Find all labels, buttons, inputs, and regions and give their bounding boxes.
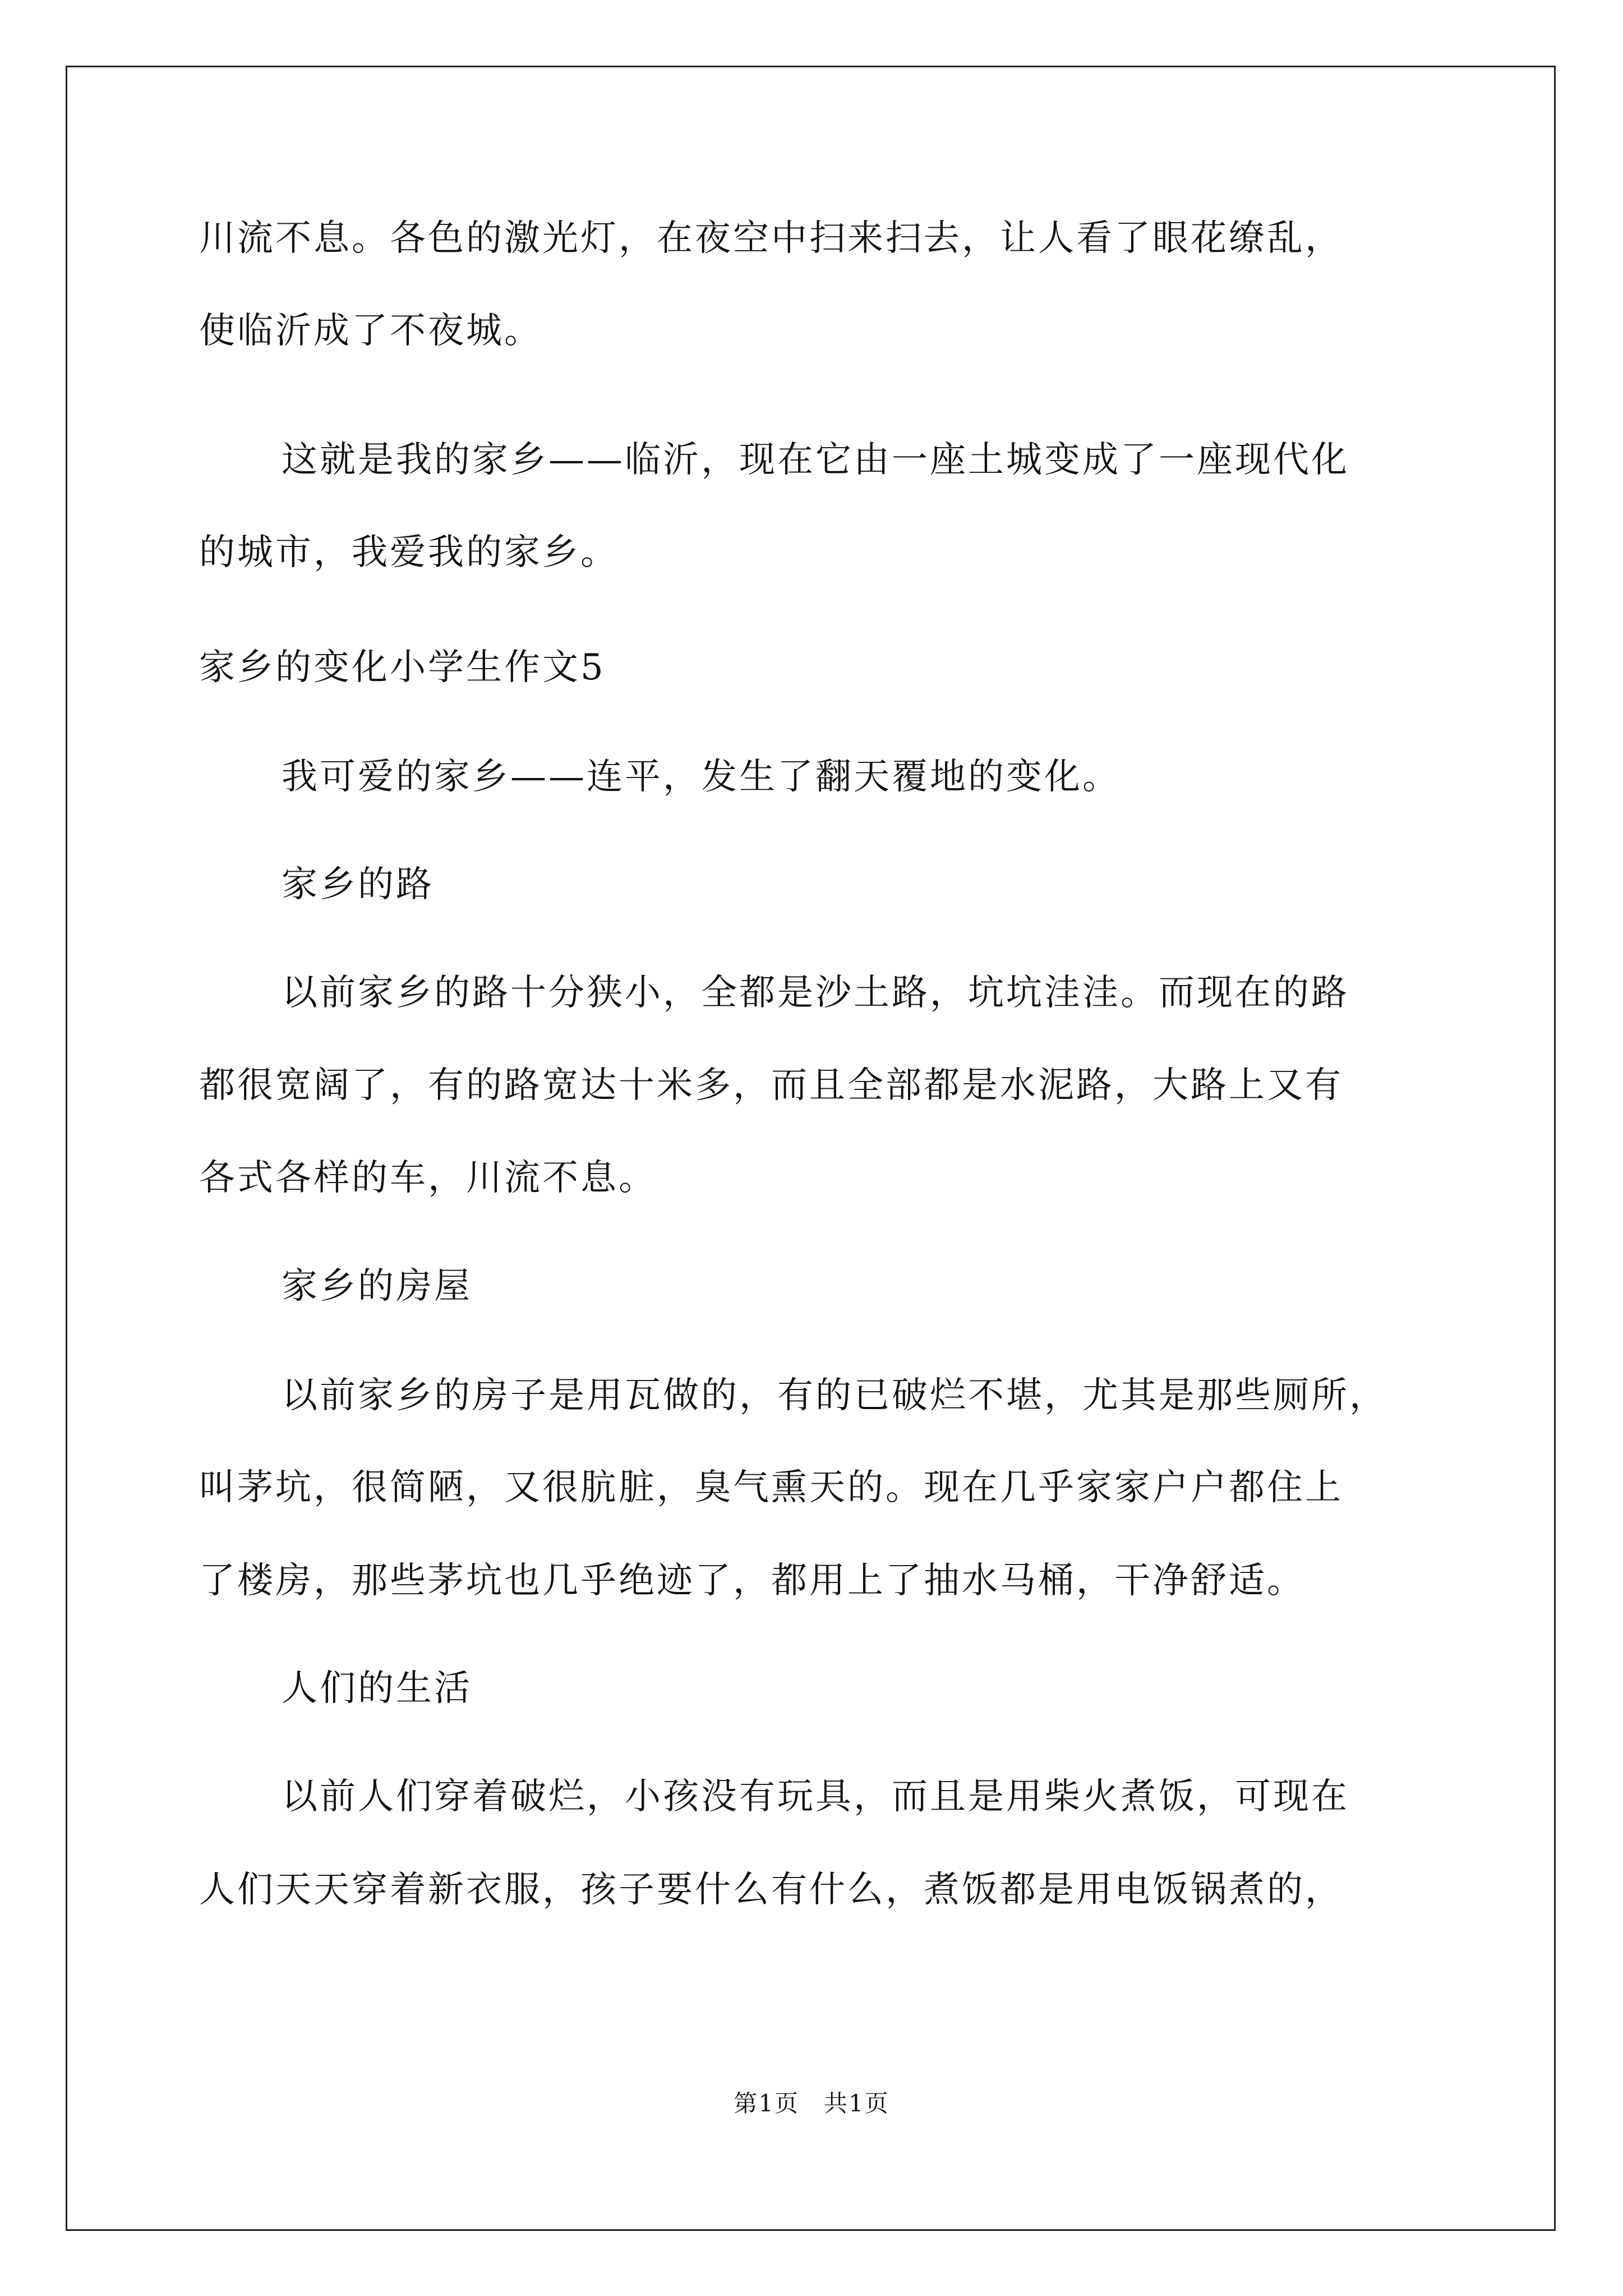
paragraph-start-line: 以前人们穿着破烂，小孩没有玩具，而且是用柴火煮饭，可现在 [282, 1776, 1349, 1818]
text-line: 各式各样的车，川流不息。 [199, 1157, 657, 1199]
paragraph-start-line: 以前家乡的房子是用瓦做的，有的已破烂不堪，尤其是那些厕所， [282, 1375, 1387, 1416]
subheading: 人们的生活 [282, 1668, 472, 1709]
text-line: 叫茅坑，很简陋，又很肮脏，臭气熏天的。现在几乎家家户户都住上 [199, 1467, 1343, 1508]
section-heading: 家乡的变化小学生作文5 [199, 647, 606, 688]
text-line: 了楼房，那些茅坑也几乎绝迹了，都用上了抽水马桶，干净舒适。 [199, 1560, 1305, 1602]
text-line: 川流不息。各色的激光灯，在夜空中扫来扫去，让人看了眼花缭乱， [199, 218, 1343, 259]
text-line: 使临沂成了不夜城。 [199, 310, 542, 352]
paragraph-start-line: 这就是我的家乡——临沂，现在它由一座土城变成了一座现代化 [282, 439, 1349, 481]
subheading: 家乡的路 [282, 864, 434, 905]
subheading: 家乡的房屋 [282, 1266, 472, 1307]
text-line: 的城市，我爱我的家乡。 [199, 532, 619, 573]
paragraph-start-line: 以前家乡的路十分狭小，全都是沙土路，坑坑洼洼。而现在的路 [282, 972, 1349, 1014]
page-footer: 第1页 共1页 [734, 2090, 889, 2117]
text-line: 都很宽阔了，有的路宽达十米多，而且全部都是水泥路，大路上又有 [199, 1065, 1343, 1106]
paragraph-start-line: 我可爱的家乡——连平，发生了翻天覆地的变化。 [282, 756, 1121, 798]
text-line: 人们天天穿着新衣服，孩子要什么有什么，煮饭都是用电饭锅煮的， [199, 1869, 1343, 1911]
